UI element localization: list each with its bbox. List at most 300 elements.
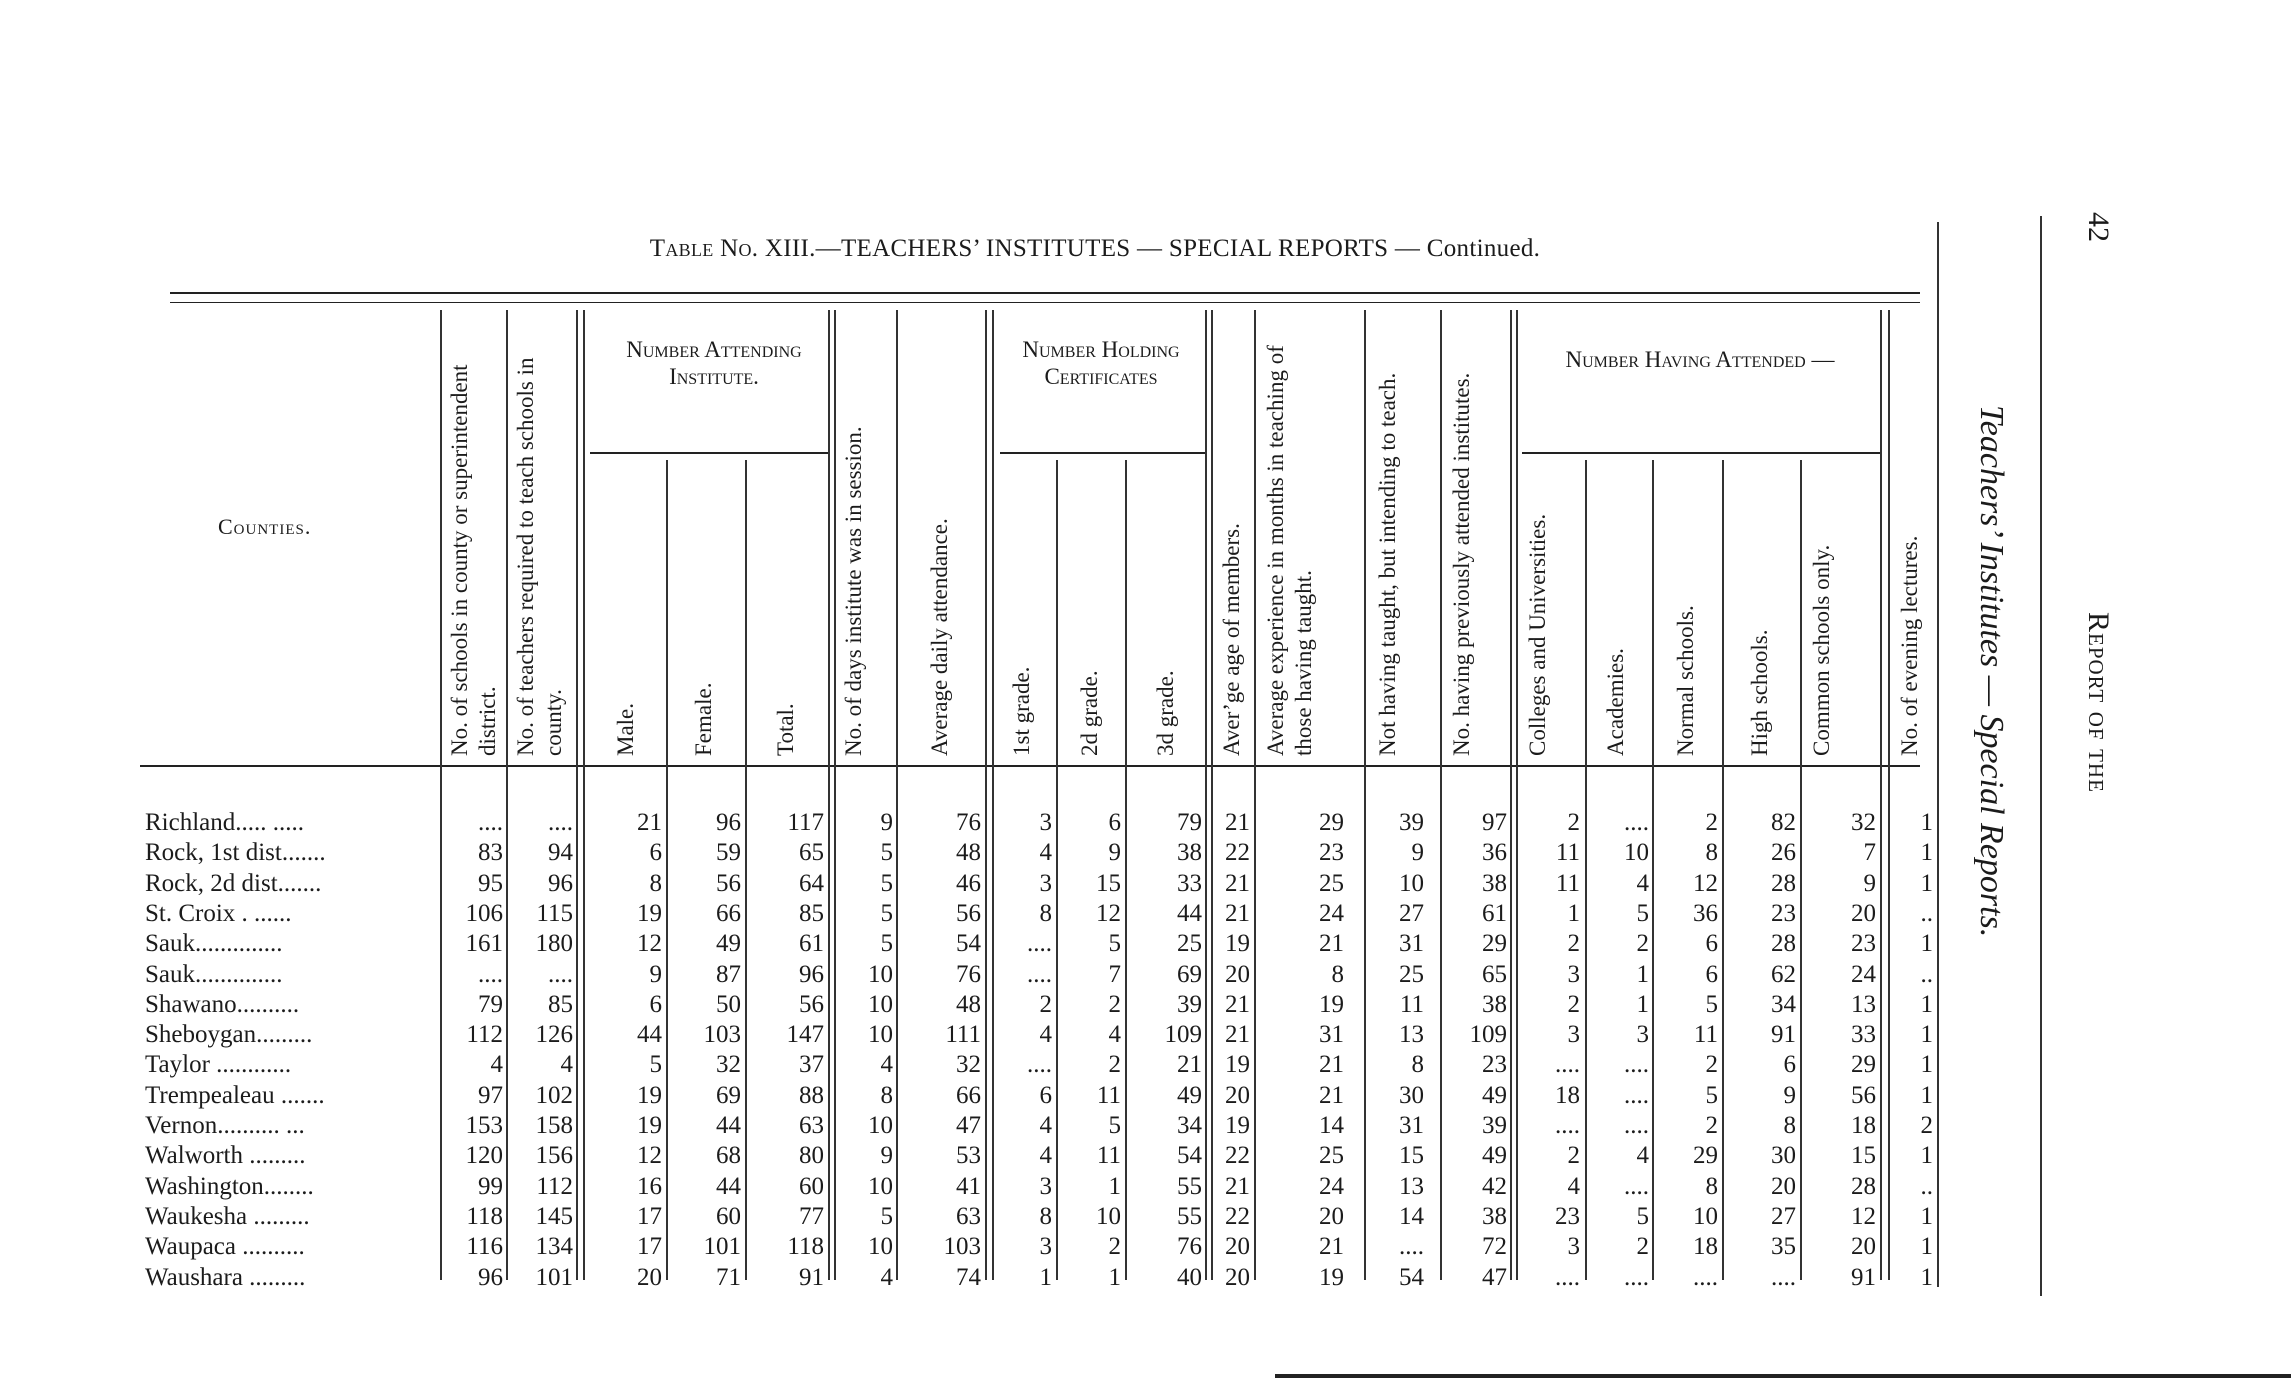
- group-header-attending: Number Attending Institute.: [626, 337, 802, 389]
- table-cell: 38: [1482, 990, 1507, 1018]
- counties-header: Counties.: [218, 514, 312, 539]
- table-cell: 36: [1693, 899, 1718, 927]
- table-cell: 59: [716, 839, 741, 867]
- table-cell: 4: [560, 1051, 573, 1079]
- table-cell: 12: [1693, 869, 1718, 897]
- table-cell: 5: [880, 930, 893, 958]
- table-cell: 117: [787, 809, 824, 836]
- table-cell: 2: [1108, 990, 1121, 1018]
- table-cell: 46: [956, 869, 981, 897]
- group-header-attended: Number Having Attended —: [1565, 347, 1835, 372]
- table-cell: 1: [1039, 1263, 1052, 1291]
- table-cell: 47: [956, 1112, 981, 1139]
- table-cell: 6: [649, 990, 662, 1018]
- county-name: Sauk..............: [145, 960, 283, 988]
- table-cell: 3: [1567, 1233, 1580, 1261]
- table-cell: 49: [1177, 1081, 1202, 1109]
- table-cell: 21: [1319, 1051, 1344, 1079]
- table-cell: 63: [799, 1112, 824, 1139]
- table-cell: 34: [1177, 1112, 1202, 1139]
- table-cell: ....: [1771, 1263, 1796, 1291]
- table-cell: 44: [1177, 899, 1202, 927]
- table-cell: ....: [1624, 1263, 1649, 1291]
- table-cell: 3: [1567, 1021, 1580, 1049]
- table-cell: 79: [478, 990, 503, 1018]
- table-cell: 30: [1399, 1081, 1424, 1109]
- table-cell: 20: [1225, 1263, 1250, 1291]
- table-cell: 22: [1225, 1202, 1250, 1230]
- header-lectures: No. of evening lectures.: [1897, 535, 1922, 756]
- table-cell: 6: [1705, 960, 1718, 988]
- table-cell: 10: [1624, 839, 1649, 867]
- header-schools: No. of schools in county or superintendent district.: [447, 364, 500, 756]
- table-cell: 21: [1225, 869, 1250, 897]
- table-cell: 2: [1567, 1142, 1580, 1170]
- table-cell: 6: [1108, 809, 1121, 836]
- table-cell: 32: [956, 1051, 981, 1079]
- table-cell: 68: [716, 1142, 741, 1170]
- header-academies: Academies.: [1603, 648, 1628, 756]
- county-name: Washington........: [145, 1172, 314, 1200]
- table-cell: 19: [1225, 1051, 1250, 1079]
- table-cell: 38: [1482, 869, 1507, 897]
- table-cell: 85: [799, 899, 824, 927]
- table-cell: 2: [1108, 1051, 1121, 1079]
- county-name: Rock, 1st dist.......: [145, 839, 326, 867]
- table-cell: 5: [880, 839, 893, 867]
- column-divider: [1800, 460, 1802, 1280]
- table-cell: 27: [1771, 1202, 1796, 1230]
- table-cell: 39: [1399, 809, 1424, 836]
- header-avg-experience: Average experience in months in teaching of those having taught.: [1263, 345, 1316, 756]
- table-cell: 18: [1555, 1081, 1580, 1109]
- table-cell: 1: [1920, 990, 1933, 1018]
- table-cell: 31: [1399, 1112, 1424, 1139]
- table-cell: 112: [536, 1172, 573, 1200]
- table-cell: 1: [1108, 1172, 1121, 1200]
- table-cell: 10: [868, 990, 893, 1018]
- table-cell: 22: [1225, 1142, 1250, 1170]
- bottom-rule: [1275, 1374, 2291, 1378]
- right-border-2: [2040, 216, 2042, 1296]
- group-underline-attended: [1522, 452, 1880, 454]
- table-cell: 21: [1225, 1021, 1250, 1049]
- table-cell: 1: [1920, 1202, 1933, 1230]
- table-cell: 25: [1319, 869, 1344, 897]
- table-cell: 1: [1920, 1051, 1933, 1079]
- table-cell: 6: [1039, 1081, 1052, 1109]
- table-cell: 65: [1482, 960, 1507, 988]
- table-cell: 7: [1863, 839, 1876, 867]
- table-cell: 13: [1851, 990, 1876, 1018]
- table-cell: 11: [1693, 1021, 1718, 1049]
- table-cell: ....: [478, 809, 503, 836]
- table-cell: 9: [649, 960, 662, 988]
- table-cell: 4: [1567, 1172, 1580, 1200]
- table-cell: 20: [1771, 1172, 1796, 1200]
- table-cell: 66: [716, 899, 741, 927]
- table-cell: ..: [1920, 899, 1933, 927]
- table-cell: 96: [478, 1263, 503, 1291]
- table-cell: 4: [1636, 869, 1649, 897]
- table-cell: 39: [1177, 990, 1202, 1018]
- table-cell: 23: [1319, 839, 1344, 867]
- table-cell: 12: [637, 1142, 662, 1170]
- table-cell: 3: [1039, 1233, 1052, 1261]
- table-cell: 36: [1482, 839, 1507, 867]
- header-teachers-required: No. of teachers required to teach schools in county.: [513, 357, 566, 756]
- table-cell: 1: [1567, 899, 1580, 927]
- table-cell: ..: [1920, 960, 1933, 988]
- column-divider: [576, 310, 578, 1280]
- table-cell: 19: [1319, 1263, 1344, 1291]
- table-cell: 118: [466, 1202, 503, 1230]
- table-cell: 88: [799, 1081, 824, 1109]
- table-cell: 12: [1096, 899, 1121, 927]
- table-cell: 8: [1331, 960, 1344, 988]
- table-cell: 5: [1636, 1202, 1649, 1230]
- column-divider: [1722, 460, 1724, 1280]
- side-title: Teachers’ Institutes — Special Reports.: [1973, 405, 2010, 938]
- table-cell: 33: [1851, 1021, 1876, 1049]
- table-cell: 4: [1039, 1112, 1052, 1139]
- table-cell: 56: [956, 899, 981, 927]
- table-cell: 145: [535, 1202, 573, 1230]
- table-cell: 9: [880, 809, 893, 836]
- table-cell: 63: [956, 1202, 981, 1230]
- table-cell: 79: [1177, 809, 1202, 836]
- table-cell: 5: [1636, 899, 1649, 927]
- table-cell: 60: [716, 1202, 741, 1230]
- table-cell: 8: [1039, 899, 1052, 927]
- table-cell: 19: [1225, 930, 1250, 958]
- table-cell: 21: [1225, 899, 1250, 927]
- table-cell: 17: [637, 1233, 662, 1261]
- table-cell: 8: [1783, 1112, 1796, 1139]
- table-cell: 50: [716, 990, 741, 1018]
- county-name: Rock, 2d dist.......: [145, 869, 322, 897]
- table-cell: 56: [799, 990, 824, 1018]
- table-cell: 5: [649, 1051, 662, 1079]
- table-cell: 180: [535, 930, 573, 958]
- table-cell: 12: [637, 930, 662, 958]
- table-cell: 87: [716, 960, 741, 988]
- top-rule: [170, 292, 1920, 294]
- table-cell: 44: [637, 1021, 662, 1049]
- table-cell: 109: [1164, 1021, 1202, 1049]
- table-cell: 1: [1920, 839, 1933, 867]
- table-cell: 96: [548, 869, 573, 897]
- table-cell: ..: [1920, 1172, 1933, 1200]
- table-cell: 5: [880, 869, 893, 897]
- table-cell: ....: [1624, 1051, 1649, 1079]
- table-cell: 109: [1469, 1021, 1507, 1049]
- table-cell: 15: [1096, 869, 1121, 897]
- header-grade3: 3d grade.: [1153, 670, 1178, 756]
- table-cell: ....: [1027, 1051, 1052, 1079]
- table-cell: 1: [1636, 990, 1649, 1018]
- table-cell: 1: [1920, 1021, 1933, 1049]
- table-cell: 103: [943, 1233, 981, 1261]
- table-cell: 2: [1705, 809, 1718, 836]
- table-cell: 2: [1108, 1233, 1121, 1261]
- county-name: Waukesha .........: [145, 1202, 310, 1230]
- table-cell: 18: [1851, 1112, 1876, 1139]
- group-underline-attending: [590, 452, 828, 454]
- header-normal: Normal schools.: [1673, 605, 1698, 756]
- table-cell: ....: [1027, 960, 1052, 988]
- table-cell: 24: [1319, 1172, 1344, 1200]
- table-cell: 94: [548, 839, 573, 867]
- table-cell: 20: [1225, 960, 1250, 988]
- table-cell: 12: [1851, 1202, 1876, 1230]
- table-cell: 106: [465, 899, 503, 927]
- table-cell: 77: [799, 1202, 824, 1230]
- table-cell: 24: [1319, 899, 1344, 927]
- table-cell: 25: [1319, 1142, 1344, 1170]
- table-cell: 120: [465, 1142, 503, 1170]
- table-cell: 5: [880, 899, 893, 927]
- table-cell: 153: [465, 1112, 503, 1139]
- table-cell: 20: [1225, 1081, 1250, 1109]
- group-underline-certificates: [1000, 452, 1205, 454]
- county-name: Trempealeau .......: [145, 1081, 325, 1109]
- table-cell: 115: [536, 899, 573, 927]
- table-cell: 37: [799, 1051, 824, 1079]
- table-cell: 158: [535, 1112, 573, 1139]
- header-grade1: 1st grade.: [1009, 666, 1034, 756]
- table-cell: 4: [490, 1051, 503, 1079]
- table-cell: 20: [1225, 1233, 1250, 1261]
- table-title-rest: —TEACHERS’ INSTITUTES — SPECIAL REPORTS — Continued.: [815, 235, 1541, 262]
- table-cell: 48: [956, 990, 981, 1018]
- table-cell: 8: [880, 1081, 893, 1109]
- table-cell: 29: [1319, 809, 1344, 836]
- table-cell: 2: [1567, 930, 1580, 958]
- table-cell: 19: [1319, 990, 1344, 1018]
- table-cell: 20: [1851, 899, 1876, 927]
- table-cell: 126: [535, 1021, 573, 1049]
- header-avg-attendance: Average daily attendance.: [927, 518, 952, 756]
- table-cell: 10: [868, 960, 893, 988]
- table-cell: 6: [649, 839, 662, 867]
- table-cell: 97: [478, 1081, 503, 1109]
- table-cell: ....: [1624, 1112, 1649, 1139]
- table-cell: ....: [1555, 1112, 1580, 1139]
- table-cell: 99: [478, 1172, 503, 1200]
- header-total: Total.: [773, 703, 798, 756]
- table-cell: 76: [956, 809, 981, 836]
- table-cell: 5: [1108, 930, 1121, 958]
- county-name: Vernon.......... ...: [145, 1112, 305, 1139]
- table-cell: 61: [1482, 899, 1507, 927]
- table-cell: 61: [799, 930, 824, 958]
- table-cell: 21: [1319, 1233, 1344, 1261]
- table-cell: 23: [1482, 1051, 1507, 1079]
- table-cell: 4: [880, 1263, 893, 1291]
- table-cell: 1: [1920, 1263, 1933, 1291]
- table-cell: 1: [1920, 869, 1933, 897]
- table-cell: 22: [1225, 839, 1250, 867]
- table-cell: 9: [1863, 869, 1876, 897]
- table-cell: 39: [1482, 1112, 1507, 1139]
- table-cell: 28: [1851, 1172, 1876, 1200]
- page-number: 42: [2082, 212, 2115, 242]
- table-cell: 21: [1319, 1081, 1344, 1109]
- county-name: Taylor ............: [145, 1051, 292, 1079]
- table-cell: 1: [1920, 809, 1933, 836]
- table-cell: 147: [786, 1021, 824, 1049]
- table-cell: 112: [466, 1021, 503, 1049]
- table-cell: 19: [1225, 1112, 1250, 1139]
- table-cell: 69: [716, 1081, 741, 1109]
- table-cell: ....: [548, 960, 573, 988]
- table-cell: 54: [956, 930, 981, 958]
- table-cell: 7: [1108, 960, 1121, 988]
- table-cell: 72: [1482, 1233, 1507, 1261]
- table-cell: 31: [1319, 1021, 1344, 1049]
- table-cell: ....: [1624, 1172, 1649, 1200]
- table-cell: 55: [1177, 1172, 1202, 1200]
- group-header-certificates: Number Holding Certificates: [1022, 337, 1180, 389]
- table-cell: 101: [535, 1263, 573, 1291]
- table-cell: 33: [1177, 869, 1202, 897]
- column-divider: [666, 460, 668, 1280]
- table-cell: 2: [1705, 1112, 1718, 1139]
- table-cell: 27: [1399, 899, 1424, 927]
- header-days: No. of days institute was in session.: [841, 426, 866, 756]
- table-cell: 101: [703, 1233, 741, 1261]
- table-cell: 4: [1636, 1142, 1649, 1170]
- table-cell: 102: [535, 1081, 573, 1109]
- table-cell: 19: [637, 1112, 662, 1139]
- table-cell: 2: [1567, 809, 1580, 836]
- county-name: Sauk..............: [145, 930, 283, 958]
- table-cell: 44: [716, 1112, 741, 1139]
- table-cell: 6: [1783, 1051, 1796, 1079]
- table-cell: 91: [799, 1263, 824, 1291]
- header-common: Common schools only.: [1809, 544, 1834, 756]
- table-cell: 64: [799, 869, 824, 897]
- header-avg-age: Aver’ge age of members.: [1219, 523, 1244, 756]
- column-divider: [1254, 310, 1256, 1280]
- county-name: Walworth .........: [145, 1142, 306, 1170]
- table-cell: 10: [868, 1021, 893, 1049]
- table-cell: 1: [1920, 1233, 1933, 1261]
- table-cell: 5: [1108, 1112, 1121, 1139]
- table-cell: 49: [1482, 1081, 1507, 1109]
- table-cell: 26: [1771, 839, 1796, 867]
- table-cell: ....: [1624, 1081, 1649, 1109]
- table-cell: 8: [649, 869, 662, 897]
- table-cell: 2: [1920, 1112, 1933, 1139]
- table-cell: 76: [1177, 1233, 1202, 1261]
- table-cell: 4: [880, 1051, 893, 1079]
- table-cell: 103: [703, 1021, 741, 1049]
- table-cell: 2: [1636, 1233, 1649, 1261]
- table-cell: 42: [1482, 1172, 1507, 1200]
- table-cell: 21: [1319, 930, 1344, 958]
- table-cell: 38: [1177, 839, 1202, 867]
- table-cell: 62: [1771, 960, 1796, 988]
- table-cell: 4: [1039, 1021, 1052, 1049]
- table-cell: 19: [637, 1081, 662, 1109]
- table-cell: 5: [1705, 1081, 1718, 1109]
- table-cell: 9: [880, 1142, 893, 1170]
- table-cell: 21: [1225, 809, 1250, 836]
- table-cell: 71: [716, 1263, 741, 1291]
- table-cell: 54: [1399, 1263, 1424, 1291]
- table-cell: 35: [1771, 1233, 1796, 1261]
- county-name: Shawano..........: [145, 990, 300, 1018]
- table-cell: 30: [1771, 1142, 1796, 1170]
- table-cell: ....: [1624, 809, 1649, 836]
- table-cell: 134: [535, 1233, 573, 1261]
- table-cell: 5: [880, 1202, 893, 1230]
- table-cell: 2: [1039, 990, 1052, 1018]
- header-prev-attended: No. having previously attended institutes.: [1449, 372, 1474, 756]
- table-cell: 18: [1693, 1233, 1718, 1261]
- table-cell: ....: [1399, 1233, 1424, 1261]
- table-cell: 91: [1771, 1021, 1796, 1049]
- column-divider: [745, 460, 747, 1280]
- table-cell: 60: [799, 1172, 824, 1200]
- table-cell: 4: [1039, 839, 1052, 867]
- table-cell: ....: [1693, 1263, 1718, 1291]
- county-name: Richland..... .....: [145, 809, 305, 836]
- table-cell: 56: [1851, 1081, 1876, 1109]
- table-cell: 10: [1399, 869, 1424, 897]
- column-divider: [583, 310, 585, 1280]
- column-divider: [896, 310, 898, 1280]
- table-cell: 8: [1705, 1172, 1718, 1200]
- table-cell: 65: [799, 839, 824, 867]
- top-rule-2: [170, 302, 1920, 303]
- table-cell: 31: [1399, 930, 1424, 958]
- table-cell: 2: [1705, 1051, 1718, 1079]
- table-cell: 11: [1555, 869, 1580, 897]
- header-male: Male.: [613, 702, 638, 756]
- table-cell: 96: [716, 809, 741, 836]
- table-cell: 95: [478, 869, 503, 897]
- table-cell: 49: [1482, 1142, 1507, 1170]
- table-cell: 8: [1411, 1051, 1424, 1079]
- table-cell: 34: [1771, 990, 1796, 1018]
- table-cell: 21: [1177, 1051, 1202, 1079]
- table-cell: 14: [1319, 1112, 1344, 1139]
- table-cell: 83: [478, 839, 503, 867]
- table-title: [330, 232, 1860, 266]
- table-cell: 47: [1482, 1263, 1507, 1291]
- table-cell: 96: [799, 960, 824, 988]
- table-cell: 29: [1851, 1051, 1876, 1079]
- table-cell: 32: [1851, 809, 1876, 836]
- table-cell: 3: [1039, 809, 1052, 836]
- table-cell: 2: [1567, 990, 1580, 1018]
- table-cell: 16: [637, 1172, 662, 1200]
- table-cell: 48: [956, 839, 981, 867]
- table-cell: 80: [799, 1142, 824, 1170]
- table-cell: 21: [637, 809, 662, 836]
- right-border-1: [1937, 222, 1939, 1287]
- county-name: St. Croix . ......: [145, 899, 292, 927]
- table-cell: 1: [1920, 1081, 1933, 1109]
- table-cell: 97: [1482, 809, 1507, 836]
- table-cell: 9: [1783, 1081, 1796, 1109]
- table-cell: 85: [548, 990, 573, 1018]
- table-cell: 3: [1636, 1021, 1649, 1049]
- table-cell: 66: [956, 1081, 981, 1109]
